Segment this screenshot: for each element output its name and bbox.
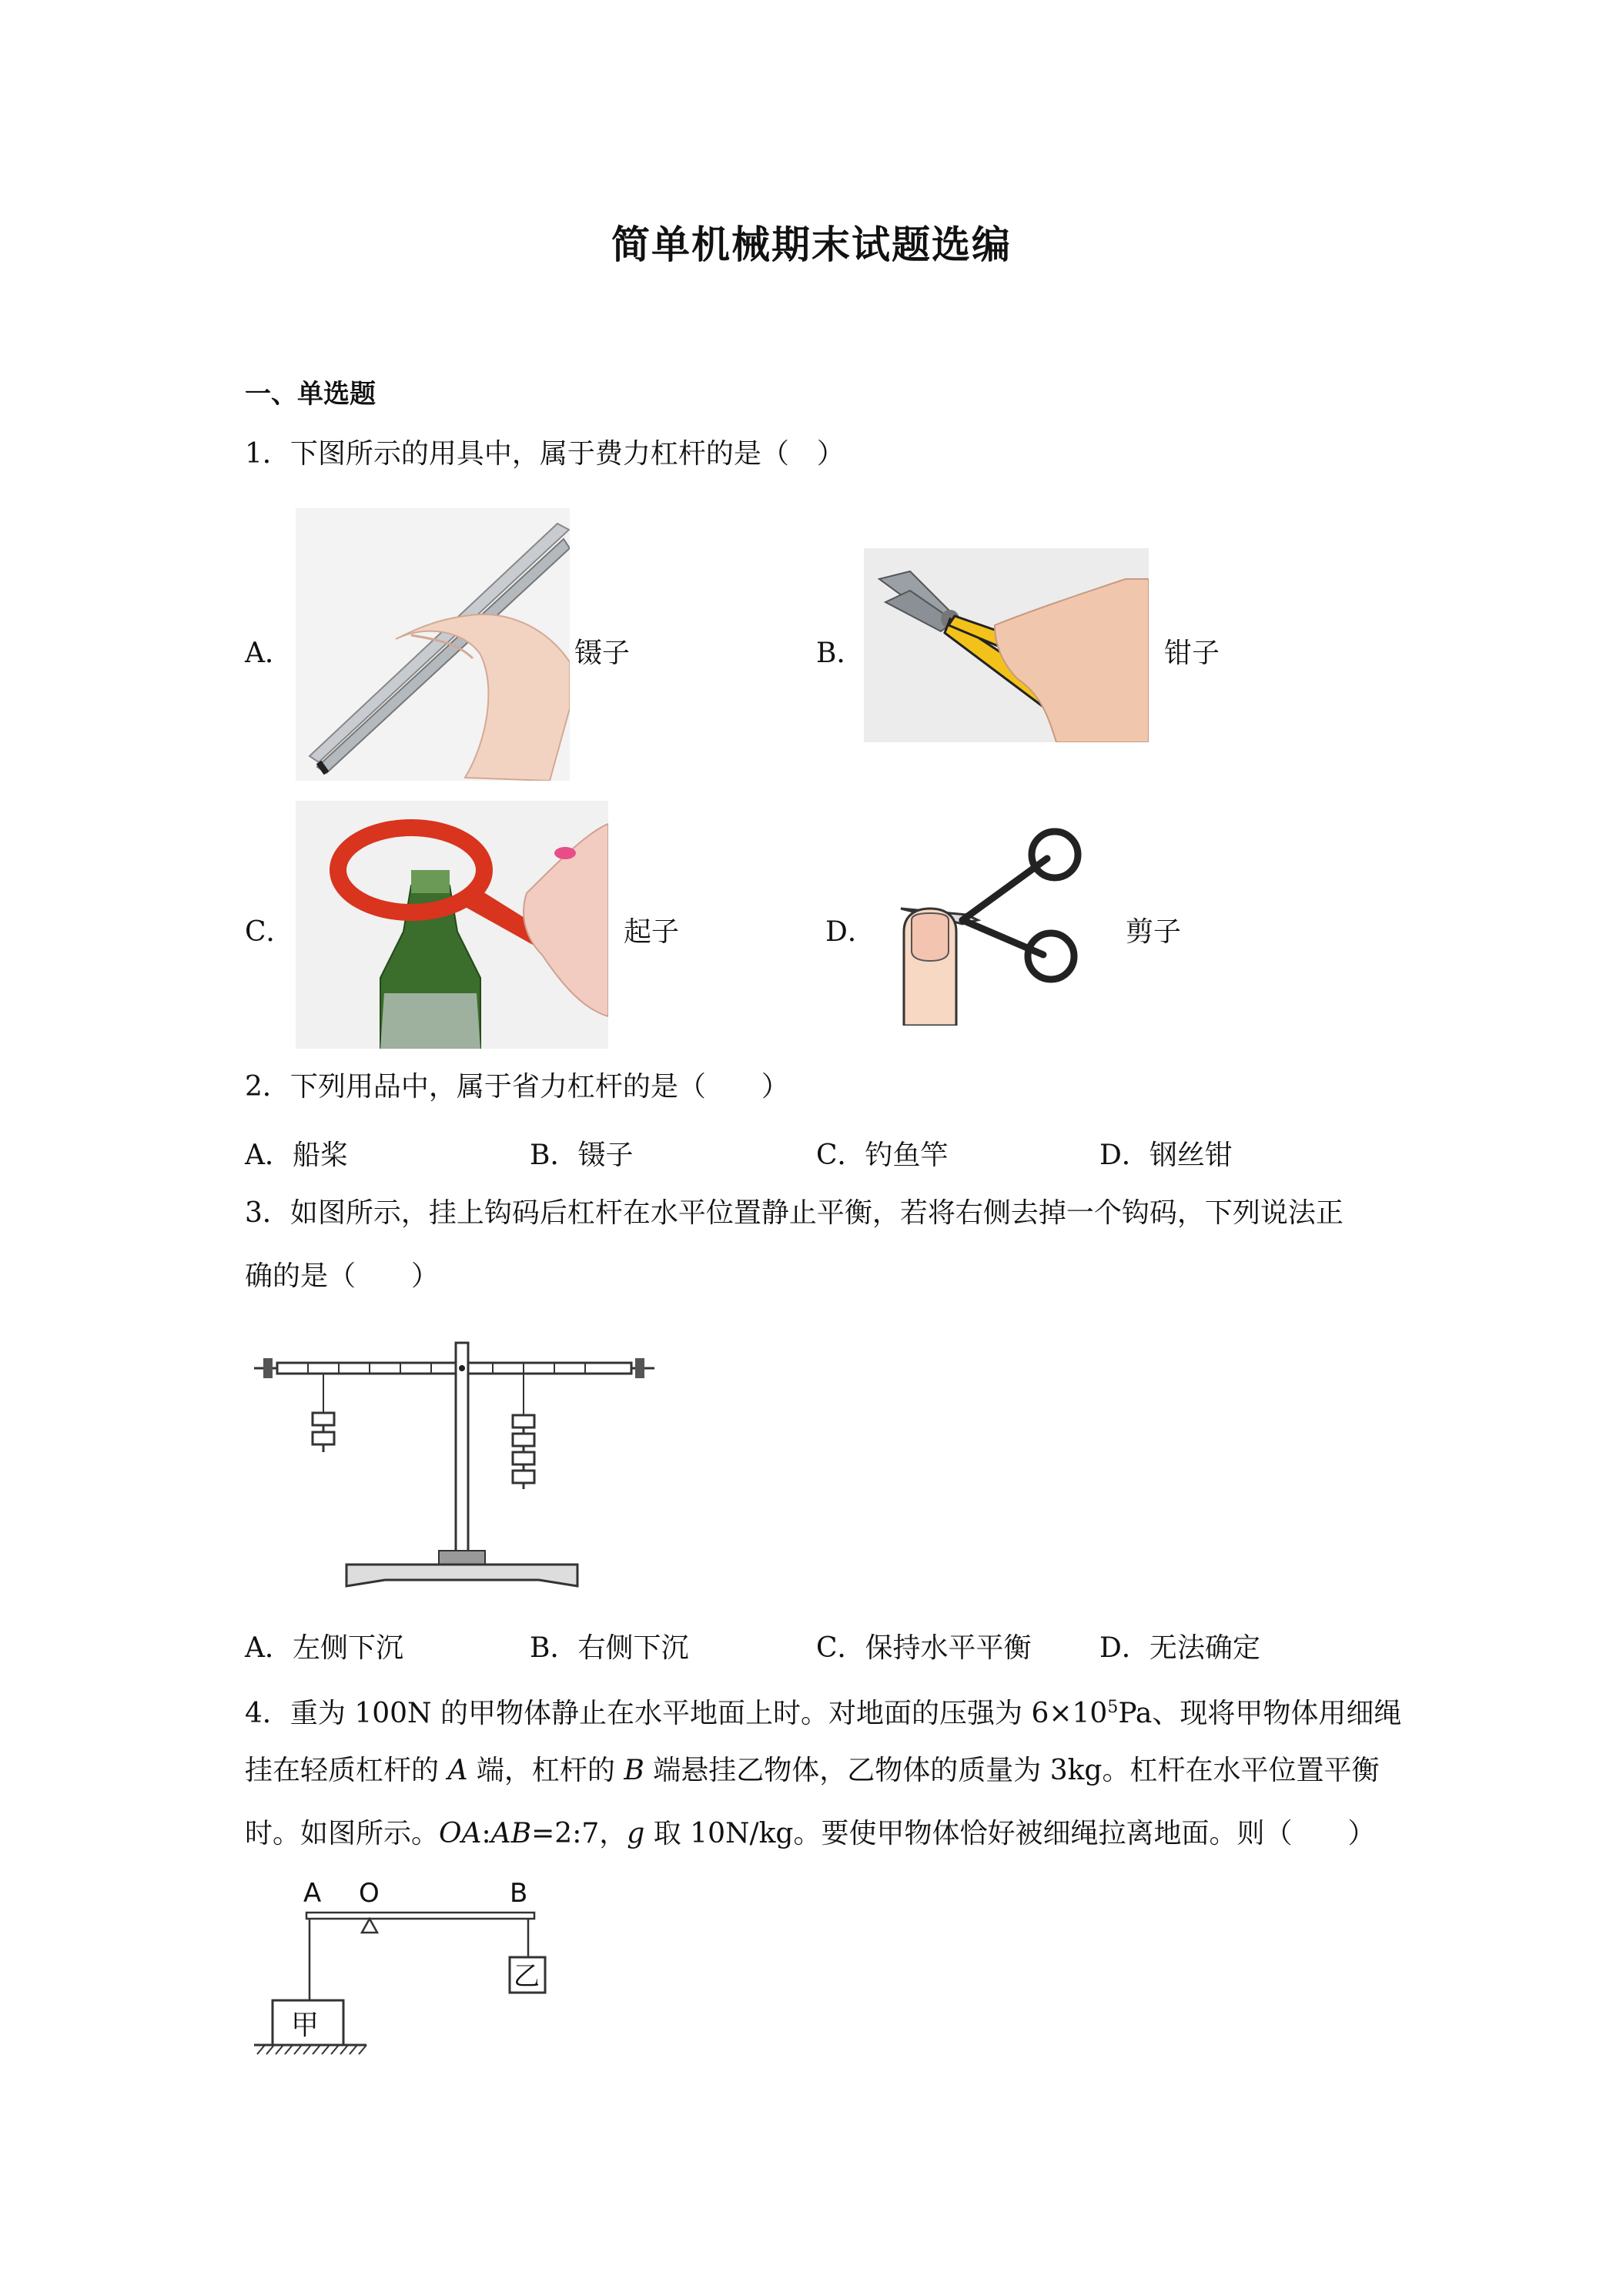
q1-option-a-text: 镊子: [574, 638, 631, 669]
page-title: 简单机械期末试题选编: [611, 223, 1012, 267]
question-3-stem-line1: 3．如图所示，挂上钩码后杠杆在水平位置静止平衡，若将右侧去掉一个钩码，下列说法正: [245, 1197, 1344, 1229]
figure-label-o: O: [359, 1878, 380, 1909]
q4-line2-text-end: 端悬挂乙物体，乙物体的质量为 3kg。杠杆在水平位置平衡: [644, 1755, 1380, 1786]
q4-line3-text-end: 取 10N/kg。要使甲物体恰好被细绳拉离地面。则（ ）: [644, 1818, 1376, 1849]
figure-label-jia: 甲: [291, 2010, 320, 2041]
question-2-stem: 2．下列用品中，属于省力杠杆的是（ ）: [245, 1071, 789, 1103]
figure-label-b: B: [510, 1878, 528, 1909]
q2-option-a: A．船桨: [245, 1140, 348, 1171]
q4-line1-text-end: Pa、现将甲物体用细绳: [1118, 1698, 1402, 1729]
question-4-line2: [245, 1739, 1379, 1803]
q4-ab: AB: [490, 1818, 532, 1849]
q1-option-c-text: 起子: [624, 916, 680, 948]
q1-option-b-text: 钳子: [1164, 638, 1220, 669]
q4-exponent: 5: [1107, 1698, 1119, 1717]
q4-point-b: B: [624, 1755, 644, 1786]
q2-option-d: D．钢丝钳: [1099, 1140, 1233, 1171]
q1-option-a-key: A．: [245, 638, 293, 669]
tweezers-image: [296, 508, 570, 781]
q4-line2-text: 挂在轻质杠杆的: [245, 1755, 448, 1786]
q1-option-d-text: 剪子: [1126, 916, 1182, 948]
q3-option-b: B．右侧下沉: [530, 1632, 689, 1664]
q2-option-b: B．镊子: [530, 1140, 634, 1171]
figure-label-yi: 乙: [514, 1961, 540, 1992]
q1-option-b-key: B．: [816, 638, 865, 669]
lever-balance-figure: [246, 1324, 662, 1594]
pliers-image: [864, 548, 1149, 742]
q4-colon: :: [481, 1818, 491, 1849]
q4-line3-text: 时。如图所示。: [245, 1818, 440, 1849]
q3-option-a: A．左侧下沉: [245, 1632, 403, 1664]
q4-line1-text: 4．重为 100N 的甲物体静止在水平地面上时。对地面的压强为 6×10: [245, 1698, 1108, 1729]
q2-option-c: C．钓鱼竿: [816, 1140, 949, 1171]
lever-hanging-figure: [251, 1871, 559, 2071]
question-4-line3: [245, 1802, 1375, 1866]
q4-oa: OA: [439, 1818, 482, 1849]
question-4-line1: [245, 1675, 1401, 1746]
q4-point-a: A: [447, 1755, 468, 1786]
figure-label-a: A: [303, 1878, 322, 1909]
question-1-stem: 1．下图所示的用具中，属于费力杠杆的是（ ）: [245, 438, 845, 470]
q4-g: g: [627, 1818, 645, 1849]
q1-option-d-key: D．: [825, 916, 875, 948]
scissors-image: [893, 824, 1093, 1026]
q3-option-d: D．无法确定: [1099, 1632, 1260, 1664]
q4-ratio-value: =2:7，: [531, 1818, 627, 1849]
q3-option-c: C．保持水平平衡: [816, 1632, 1032, 1664]
section-heading: 一、单选题: [245, 379, 376, 410]
q1-option-c-key: C．: [245, 916, 294, 948]
q4-line2-text-mid: 端，杠杆的: [467, 1755, 624, 1786]
bottle-opener-image: [296, 801, 608, 1049]
question-3-stem-line2: 确的是（ ）: [245, 1260, 440, 1292]
